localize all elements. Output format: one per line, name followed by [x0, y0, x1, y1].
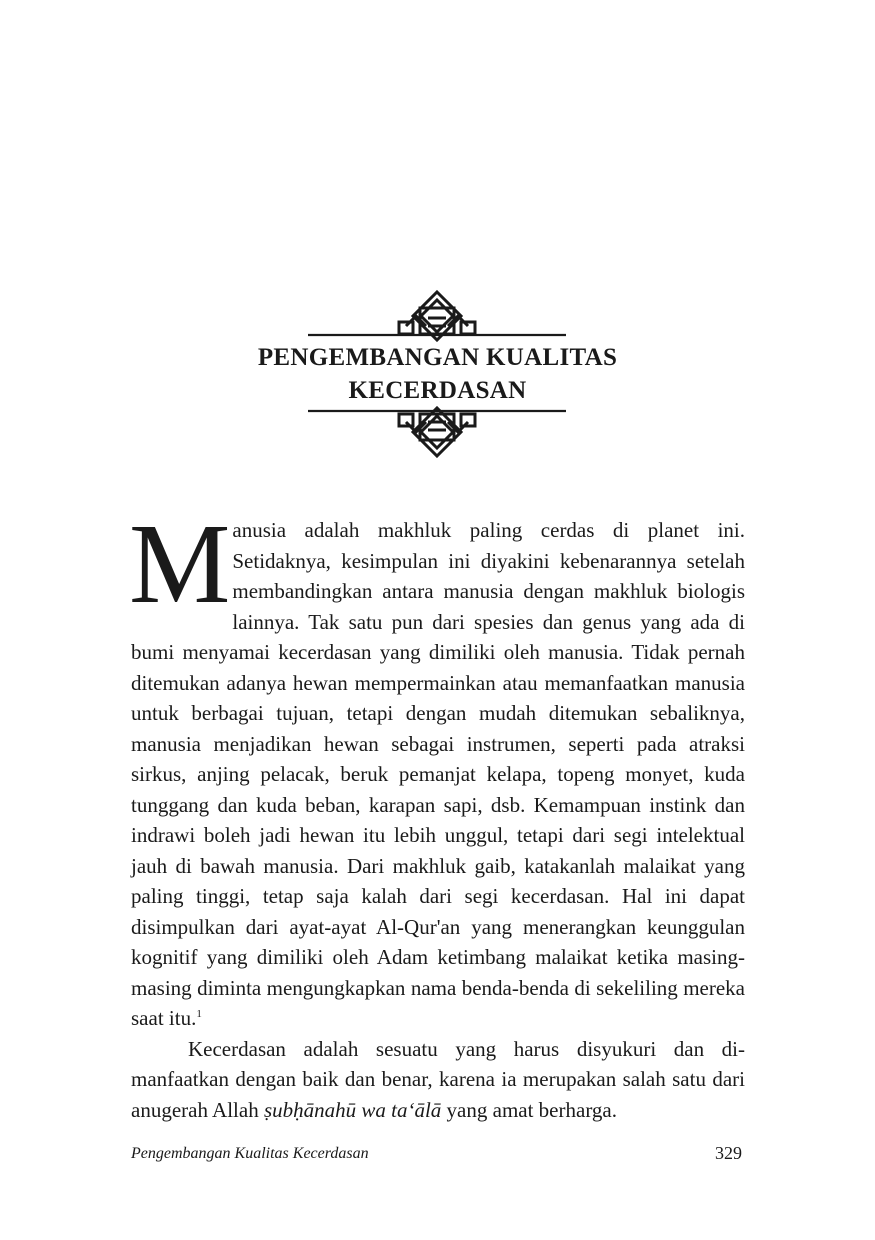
paragraph-2-text-end: yang amat berharga.: [441, 1097, 617, 1122]
paragraph-1-text: anusia adalah makhluk paling cerdas di planet ini. Setidaknya, kesimpulan ini diyakini kebenarannya setelah membandingkan antara manusia dengan makhluk biologis lainnya. Tak satu pun dari spesies dan genus yang ada di bumi menyamai kecerdasan yang dimiliki oleh manusia. Tidak pernah ditemukan adanya hewan mempermainkan atau memanfaatkan manusia untuk berbagai tujuan, tetapi dengan mudah ditemukan sebaliknya, manusia menjadikan hewan sebagai instrumen, seperti pada atraksi sirkus, anjing pelacak, beruk pemanjat kelapa, topeng monyet, kuda tunggang dan kuda beban, karapan sapi, dsb. Kemampuan instink dan indrawi boleh jadi hewan itu lebih unggul, tetapi dari segi intelektual jauh di bawah manusia. Dari makhluk gaib, katakanlah malaikat yang paling tinggi, tetap saja kalah dari segi kecerdasan. Hal ini dapat disimpulkan dari ayat-ayat Al-Qur'an yang menerangkan keunggulan kognitif yang dimiliki oleh Adam ketimbang malaikat ketika masing-masing diminta mengungkapkan nama benda-benda di sekeliling mereka saat itu.: [131, 518, 745, 1030]
paragraph-1: [129, 500, 745, 1034]
bottom-ornament: [0, 406, 875, 462]
chapter-title: [0, 341, 875, 407]
drop-cap: M: [129, 500, 231, 627]
running-footer-title: Pengembangan Kualitas Kecerdasan: [131, 1145, 369, 1162]
paragraph-2-italic-phrase: ṣubḥānahū wa ta‘ālā: [263, 1097, 442, 1122]
page-number: 329: [715, 1143, 742, 1163]
body-text: [129, 500, 745, 1125]
chapter-title-line1: PENGEMBANGAN KUALITAS: [257, 344, 618, 371]
top-ornament: [0, 288, 875, 346]
paragraph-2-text-start: Kecerdasan adalah sesuatu yang harus disyukuri dan dimanfaatkan dengan baik dan benar, karena ia merupakan salah satu dari anugerah Allah: [131, 1036, 745, 1122]
chapter-title-line2: KECERDASAN: [348, 377, 527, 404]
footnote-reference: 1: [196, 1008, 202, 1020]
paragraph-2: [131, 1034, 745, 1126]
